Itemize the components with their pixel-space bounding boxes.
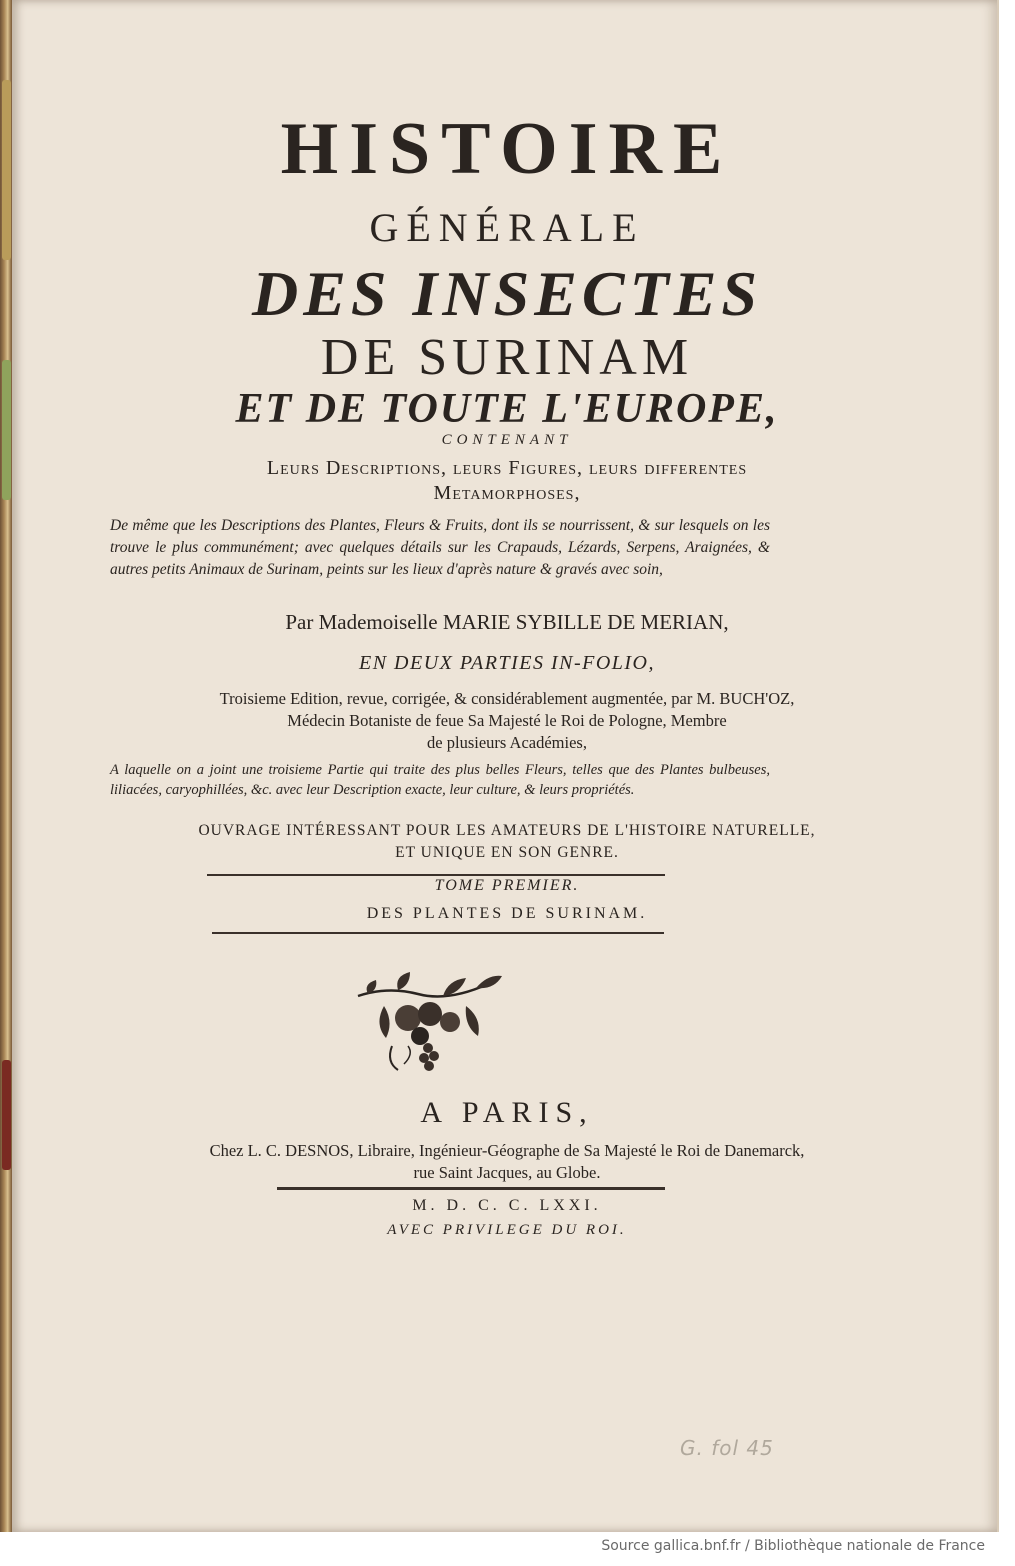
author-line: Par Mademoiselle MARIE SYBILLE DE MERIAN, <box>285 610 729 634</box>
title-histoire: HISTOIRE <box>280 108 734 190</box>
edition-line-2: Médecin Botaniste de feue Sa Majesté le Roi de Pologne, Membre <box>287 711 727 730</box>
ouvrage-block <box>92 820 922 864</box>
edition-line-1: Troisieme Edition, revue, corrigée, & considérablement augmentée, par M. BUCH'OZ, <box>219 689 795 708</box>
tome-subtitle: DES PLANTES DE SURINAM. <box>366 905 648 922</box>
descriptions-line-1: Leurs Descriptions, leurs Figures, leurs differentes <box>266 457 748 479</box>
title-descriptions <box>92 456 922 506</box>
imprint-privilege: AVEC PRIVILEGE DU ROI. <box>387 1222 627 1238</box>
shelfmark-pencil-note: G. fol 45 <box>680 1436 774 1460</box>
edition-block <box>92 688 922 754</box>
title-contenant: CONTENANT <box>441 432 573 448</box>
tome-heading: TOME PREMIER. <box>434 877 580 894</box>
ouvrage-line-1: OUVRAGE INTÉRESSANT POUR LES AMATEURS DE L'HISTOIRE NATURELLE, <box>198 822 816 839</box>
source-credit: Source gallica.bnf.fr / Bibliothèque nationale de France <box>601 1538 985 1554</box>
divider-top <box>207 874 665 876</box>
publisher-line-1: Chez L. C. DESNOS, Libraire, Ingénieur-Géographe de Sa Majesté le Roi de Danemarck, <box>209 1141 805 1160</box>
title-de-surinam: DE SURINAM <box>320 329 694 386</box>
title-generale: GÉNÉRALE <box>369 205 645 250</box>
imprint-year: M. D. C. C. LXXI. <box>412 1197 602 1214</box>
imprint-rule <box>277 1187 665 1190</box>
plants-paragraph: De même que les Descriptions des Plantes, Fleurs & Fruits, dont ils se nourrissent, & sur lesquels on les trouve le plus communément; avec quelques détails sur les Crapauds, Lézards, Serpens, Araignées, & autres petits Animaux de Surinam, peints sur les lieux d'après nature & gravés avec soin, <box>110 517 770 578</box>
edition-line-3: de plusieurs Académies, <box>427 733 587 752</box>
divider-bottom <box>212 932 664 934</box>
title-page <box>12 0 999 1532</box>
descriptions-line-2: Metamorphoses, <box>433 482 581 504</box>
parts-line: EN DEUX PARTIES IN-FOLIO, <box>359 652 655 674</box>
publisher-line-2: rue Saint Jacques, au Globe. <box>413 1163 601 1182</box>
fruit-vignette-ornament <box>348 966 508 1076</box>
ouvrage-line-2: ET UNIQUE EN SON GENRE. <box>395 844 619 861</box>
flowers-paragraph: A laquelle on a joint une troisieme Partie qui traite des plus belles Fleurs, telles que des Plantes bulbeuses, liliacées, caryophillées, &c. avec leur Description exacte, leur culture, & leurs propriétés. <box>110 762 770 798</box>
title-des-insectes: DES INSECTES <box>252 258 762 329</box>
binding-ornament <box>2 80 11 260</box>
imprint-city: A PARIS, <box>420 1096 594 1129</box>
binding-ornament <box>2 1060 11 1170</box>
binding-ornament <box>2 360 11 500</box>
title-toute-europe: ET DE TOUTE L'EUROPE, <box>235 386 779 432</box>
imprint-publisher <box>92 1140 922 1184</box>
